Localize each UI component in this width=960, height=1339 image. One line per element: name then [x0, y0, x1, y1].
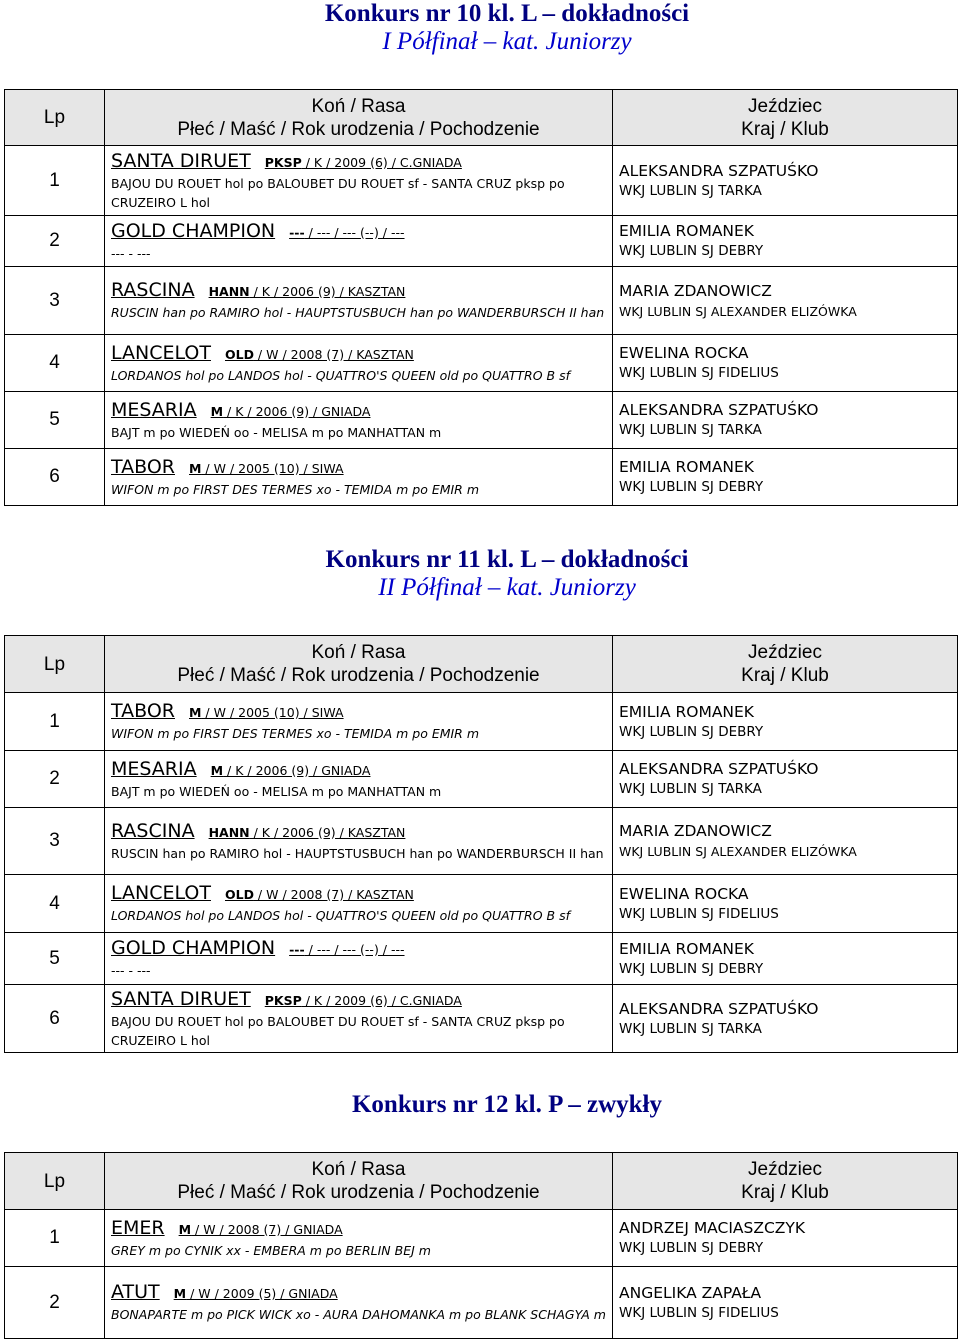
rider-cell: [613, 875, 958, 933]
results-table-11: [4, 635, 958, 1053]
horse-breed: OLD: [224, 887, 254, 902]
competition-heading: Konkurs nr 11 kl. L – dokładności: [325, 546, 689, 573]
rider-name: EMILIA ROMANEK: [619, 222, 754, 240]
horse-breed: M: [173, 1286, 187, 1301]
row-number: 1: [5, 146, 105, 216]
horse-cell: [105, 808, 613, 875]
horse-breed: M: [189, 705, 202, 720]
horse-details: / K / 2009 (6) / C.GNIADA: [301, 154, 462, 170]
row-number: 1: [5, 693, 105, 751]
rider-name: EWELINA ROCKA: [619, 344, 749, 362]
horse-name: LANCELOT: [111, 341, 211, 364]
row-number: 3: [5, 808, 105, 875]
table-row: [5, 449, 958, 506]
horse-line: [111, 988, 612, 1012]
table-row: [5, 146, 958, 216]
rider-cell: [613, 146, 958, 216]
rider-club: WKJ LUBLIN SJ TARKA: [619, 182, 762, 199]
competition-heading: Konkurs nr 10 kl. L – dokładności: [324, 0, 690, 27]
horse-line: [111, 342, 612, 366]
rider-name: ALEKSANDRA SZPATUŚKO: [619, 161, 819, 180]
horse-details: / --- / --- (--) / ---: [304, 942, 405, 957]
rider-cell: [613, 267, 958, 335]
horse-pedigree: GREY m po CYNIK xx - EMBERA m po BERLIN BEJ m: [111, 1242, 431, 1258]
horse-name: RASCINA: [111, 819, 195, 842]
table-row: [5, 216, 958, 267]
horse-name: GOLD CHAMPION: [111, 219, 276, 242]
rider-cell: [613, 1267, 958, 1339]
horse-breed: HANN: [208, 284, 250, 299]
table-header: [5, 636, 958, 693]
header-rider: Jeździec Kraj / Klub: [613, 90, 958, 146]
rider-club: WKJ LUBLIN SJ FIDELIUS: [619, 905, 779, 922]
horse-details: / W / 2008 (7) / KASZTAN: [253, 887, 414, 902]
horse-breed: M: [189, 460, 202, 476]
horse-details: / K / 2006 (9) / GNIADA: [223, 762, 371, 778]
horse-name: MESARIA: [111, 398, 197, 421]
table-header: [5, 1153, 958, 1210]
horse-pedigree: --- - ---: [111, 245, 151, 261]
competition-heading: Konkurs nr 12 kl. P – zwykły: [351, 1091, 663, 1118]
rider-club: WKJ LUBLIN SJ ALEXANDER ELIZÓWKA: [619, 844, 857, 859]
horse-breed: HANN: [208, 824, 250, 840]
rider-cell: [613, 449, 958, 506]
table-row: [5, 1210, 958, 1267]
header-horse: Koń / Rasa Płeć / Maść / Rok urodzenia / Pochodzenie: [105, 90, 613, 146]
horse-cell: [105, 449, 613, 506]
horse-name: SANTA DIRUET: [111, 149, 251, 172]
row-number: 3: [5, 267, 105, 335]
horse-details: / W / 2008 (7) / KASZTAN: [253, 346, 414, 362]
rider-name: ANDRZEJ MACIASZCZYK: [619, 1219, 806, 1237]
horse-line: [111, 937, 612, 961]
row-number: 6: [5, 449, 105, 506]
table-row: [5, 933, 958, 985]
horse-pedigree: --- - ---: [111, 963, 151, 978]
horse-details: / K / 2006 (9) / KASZTAN: [249, 824, 406, 840]
horse-name: RASCINA: [111, 279, 195, 301]
rider-club: WKJ LUBLIN SJ TARKA: [619, 781, 762, 797]
competition-subheading: I Półfinał – kat. Juniorzy: [382, 28, 632, 55]
rider-cell: [613, 216, 958, 267]
rider-name: EMILIA ROMANEK: [619, 702, 754, 721]
rider-cell: [613, 751, 958, 808]
table-row: [5, 392, 958, 449]
horse-details: / K / 2006 (9) / GNIADA: [223, 403, 371, 419]
horse-line: [111, 1281, 612, 1305]
rider-name: EMILIA ROMANEK: [619, 458, 754, 476]
horse-cell: [105, 335, 613, 392]
horse-line: [111, 399, 612, 423]
horse-pedigree: LORDANOS hol po LANDOS hol - QUATTRO'S QUEEN old po QUATTRO B sf: [111, 367, 571, 383]
header-rider: Jeździec Kraj / Klub: [613, 1153, 958, 1210]
rider-cell: [613, 808, 958, 875]
horse-breed: PKSP: [264, 154, 302, 170]
row-number: 4: [5, 875, 105, 933]
rider-name: ANGELIKA ZAPAŁA: [619, 1283, 762, 1302]
horse-breed: PKSP: [264, 992, 302, 1008]
horse-name: TABOR: [111, 700, 175, 722]
horse-pedigree: BAJOU DU ROUET hol po BALOUBET DU ROUET sf - SANTA CRUZ pksp po CRUZEIRO L hol: [111, 175, 565, 210]
table-header: [5, 90, 958, 146]
horse-details: / --- / --- (--) / ---: [304, 224, 405, 240]
horse-pedigree: BAJOU DU ROUET hol po BALOUBET DU ROUET sf - SANTA CRUZ pksp po CRUZEIRO L hol: [111, 1013, 565, 1048]
table-row: [5, 693, 958, 751]
competition-subheading: II Półfinał – kat. Juniorzy: [378, 574, 636, 601]
rider-club: WKJ LUBLIN SJ ALEXANDER ELIZÓWKA: [619, 303, 857, 319]
table-row: [5, 1267, 958, 1339]
horse-cell: [105, 216, 613, 267]
rider-club: WKJ LUBLIN SJ DEBRY: [619, 243, 764, 259]
rider-name: MARIA ZDANOWICZ: [619, 822, 772, 840]
rider-club: WKJ LUBLIN SJ DEBRY: [619, 1240, 764, 1256]
row-number: 6: [5, 985, 105, 1053]
header-horse: Koń / Rasa Płeć / Maść / Rok urodzenia / Pochodzenie: [105, 636, 613, 693]
horse-cell: [105, 1267, 613, 1339]
rider-cell: [613, 693, 958, 751]
horse-name: LANCELOT: [111, 882, 211, 904]
horse-cell: [105, 985, 613, 1053]
rider-cell: [613, 335, 958, 392]
rider-name: ALEKSANDRA SZPATUŚKO: [619, 401, 819, 419]
horse-line: [111, 279, 612, 303]
horse-cell: [105, 751, 613, 808]
horse-pedigree: BAJT m po WIEDEŃ oo - MELISA m po MANHATTAN m: [111, 424, 442, 440]
horse-breed: OLD: [224, 346, 254, 362]
table-row: [5, 751, 958, 808]
header-rider: Jeździec Kraj / Klub: [613, 636, 958, 693]
rider-club: WKJ LUBLIN SJ FIDELIUS: [619, 365, 779, 381]
table-row: [5, 335, 958, 392]
horse-name: SANTA DIRUET: [111, 987, 251, 1010]
horse-pedigree: RUSCIN han po RAMIRO hol - HAUPTSTUSBUCH han po WANDERBURSCH II han: [111, 305, 605, 320]
row-number: 4: [5, 335, 105, 392]
competition-title-12: [0, 1091, 960, 1119]
horse-line: [111, 1217, 612, 1241]
horse-name: ATUT: [111, 1281, 160, 1303]
horse-cell: [105, 1210, 613, 1267]
competition-title-10: [0, 0, 960, 56]
horse-line: [111, 820, 612, 844]
row-number: 5: [5, 392, 105, 449]
row-number: 2: [5, 1267, 105, 1339]
results-table-12: [4, 1152, 958, 1339]
rider-cell: [613, 985, 958, 1053]
rider-cell: [613, 933, 958, 985]
horse-pedigree: BAJT m po WIEDEŃ oo - MELISA m po MANHATTAN m: [111, 783, 442, 799]
rider-club: WKJ LUBLIN SJ TARKA: [619, 1020, 762, 1037]
horse-details: / W / 2005 (10) / SIWA: [201, 460, 344, 476]
horse-cell: [105, 933, 613, 985]
rider-name: EWELINA ROCKA: [619, 884, 749, 903]
horse-details: / K / 2006 (9) / KASZTAN: [249, 284, 406, 299]
horse-pedigree: WIFON m po FIRST DES TERMES xo - TEMIDA m po EMIR m: [111, 481, 480, 497]
horse-name: EMER: [111, 1216, 165, 1239]
rider-club: WKJ LUBLIN SJ DEBRY: [619, 479, 764, 495]
rider-name: ALEKSANDRA SZPATUŚKO: [619, 760, 819, 778]
horse-line: [111, 882, 612, 906]
horse-name: TABOR: [111, 455, 175, 478]
horse-line: [111, 220, 612, 244]
horse-pedigree: RUSCIN han po RAMIRO hol - HAUPTSTUSBUCH han po WANDERBURSCH II han: [111, 845, 604, 861]
horse-details: / W / 2005 (10) / SIWA: [201, 705, 344, 720]
table-row: [5, 985, 958, 1053]
results-table-10: [4, 89, 958, 506]
table-row: [5, 808, 958, 875]
horse-breed: M: [210, 403, 224, 419]
table-row: [5, 267, 958, 335]
rider-club: WKJ LUBLIN SJ DEBRY: [619, 960, 764, 977]
horse-cell: [105, 693, 613, 751]
rider-cell: [613, 1210, 958, 1267]
horse-line: [111, 758, 612, 782]
horse-cell: [105, 875, 613, 933]
horse-line: [111, 456, 612, 480]
rider-name: ALEKSANDRA SZPATUŚKO: [619, 999, 819, 1018]
horse-pedigree: WIFON m po FIRST DES TERMES xo - TEMIDA m po EMIR m: [111, 726, 480, 741]
table-row: [5, 875, 958, 933]
horse-name: GOLD CHAMPION: [111, 937, 276, 959]
rider-club: WKJ LUBLIN SJ FIDELIUS: [619, 1304, 779, 1321]
horse-breed: M: [178, 1221, 192, 1237]
rider-cell: [613, 392, 958, 449]
rider-club: WKJ LUBLIN SJ DEBRY: [619, 723, 764, 740]
horse-cell: [105, 392, 613, 449]
header-lp: Lp: [5, 90, 105, 146]
rider-name: EMILIA ROMANEK: [619, 939, 754, 958]
row-number: 2: [5, 216, 105, 267]
rider-name: MARIA ZDANOWICZ: [619, 281, 772, 300]
horse-pedigree: BONAPARTE m po PICK WICK xo - AURA DAHOMANKA m po BLANK SCHAGYA m: [111, 1307, 606, 1322]
horse-line: [111, 700, 612, 724]
horse-cell: [105, 146, 613, 216]
row-number: 2: [5, 751, 105, 808]
horse-cell: [105, 267, 613, 335]
horse-details: / W / 2008 (7) / GNIADA: [191, 1221, 343, 1237]
horse-line: [111, 150, 612, 174]
header-lp: Lp: [5, 636, 105, 693]
horse-pedigree: LORDANOS hol po LANDOS hol - QUATTRO'S QUEEN old po QUATTRO B sf: [111, 908, 571, 923]
horse-breed: M: [210, 762, 224, 778]
row-number: 5: [5, 933, 105, 985]
rider-club: WKJ LUBLIN SJ TARKA: [619, 422, 762, 438]
horse-name: MESARIA: [111, 757, 197, 780]
header-horse: Koń / Rasa Płeć / Maść / Rok urodzenia / Pochodzenie: [105, 1153, 613, 1210]
row-number: 1: [5, 1210, 105, 1267]
competition-title-11: [0, 546, 960, 602]
horse-breed: ---: [289, 942, 305, 957]
header-lp: Lp: [5, 1153, 105, 1210]
horse-breed: ---: [289, 224, 305, 240]
horse-details: / K / 2009 (6) / C.GNIADA: [301, 992, 462, 1008]
horse-details: / W / 2009 (5) / GNIADA: [186, 1286, 338, 1301]
